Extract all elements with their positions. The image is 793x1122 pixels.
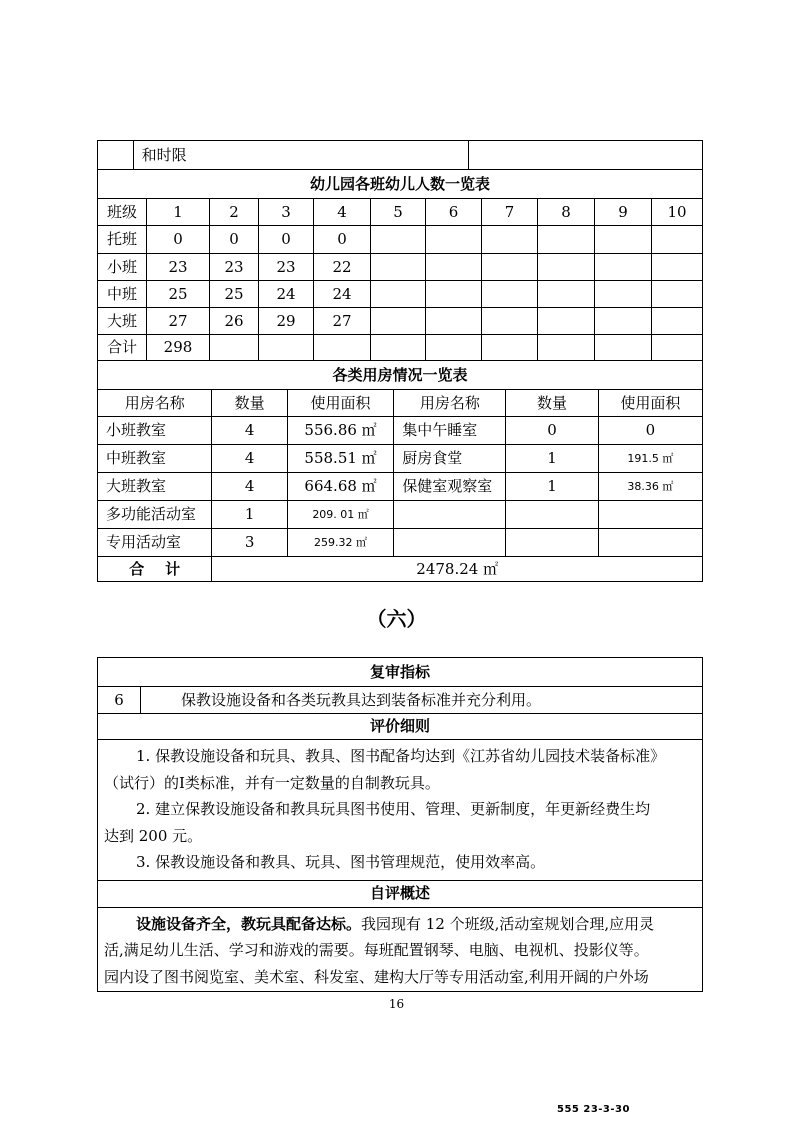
blank-cell bbox=[595, 335, 652, 361]
table-cell bbox=[538, 308, 595, 335]
indicator-text: 保教设施设备和各类玩教具达到装备标准并充分利用。 bbox=[141, 687, 703, 714]
self-eval-lead: 设施设备齐全，教玩具配备达标。 bbox=[136, 914, 362, 933]
room-name: 小班教室 bbox=[98, 417, 212, 445]
column-header: 7 bbox=[482, 199, 538, 226]
top-fragment-table bbox=[97, 140, 703, 170]
table-cell: 0 bbox=[147, 226, 210, 254]
total-value: 298 bbox=[147, 335, 210, 361]
row-label: 大班 bbox=[98, 308, 147, 335]
class-table-title: 幼儿园各班幼儿人数一览表 bbox=[98, 170, 703, 199]
table-cell bbox=[426, 226, 482, 254]
table-cell bbox=[538, 254, 595, 281]
table-cell: 25 bbox=[147, 281, 210, 308]
blank-cell bbox=[98, 141, 134, 170]
blank-cell bbox=[506, 529, 598, 557]
room-table-header-row bbox=[98, 390, 703, 417]
page-number: 16 bbox=[388, 997, 405, 1011]
blank-cell bbox=[506, 501, 598, 529]
room-count: 1 bbox=[212, 501, 287, 529]
blank-cell bbox=[426, 335, 482, 361]
table-cell: 27 bbox=[314, 308, 371, 335]
table-cell: 25 bbox=[210, 281, 259, 308]
table-row bbox=[98, 281, 703, 308]
blank-cell bbox=[371, 335, 426, 361]
column-header: 1 bbox=[147, 199, 210, 226]
column-header: 3 bbox=[259, 199, 314, 226]
room-count: 4 bbox=[212, 417, 287, 445]
table-cell bbox=[426, 308, 482, 335]
column-header: 6 bbox=[426, 199, 482, 226]
room-usage-table bbox=[97, 360, 703, 582]
room-name: 厨房食堂 bbox=[394, 445, 506, 473]
table-cell bbox=[426, 254, 482, 281]
room-name: 专用活动室 bbox=[98, 529, 212, 557]
table-cell bbox=[595, 281, 652, 308]
table-row bbox=[98, 473, 703, 501]
room-area: 209. 01 ㎡ bbox=[287, 501, 393, 529]
room-count: 0 bbox=[506, 417, 598, 445]
column-header: 9 bbox=[595, 199, 652, 226]
column-header: 使用面积 bbox=[287, 390, 393, 417]
room-area: 191.5 ㎡ bbox=[598, 445, 702, 473]
table-cell bbox=[371, 281, 426, 308]
table-cell bbox=[538, 226, 595, 254]
blank-cell bbox=[314, 335, 371, 361]
table-cell: 22 bbox=[314, 254, 371, 281]
blank-cell bbox=[598, 501, 702, 529]
class-count-table bbox=[97, 169, 703, 361]
column-header: 数量 bbox=[212, 390, 287, 417]
row-label: 小班 bbox=[98, 254, 147, 281]
column-header: 数量 bbox=[506, 390, 598, 417]
table-row bbox=[98, 308, 703, 335]
table-row bbox=[98, 445, 703, 473]
blank-cell bbox=[259, 335, 314, 361]
row-label: 托班 bbox=[98, 226, 147, 254]
criteria-block bbox=[98, 740, 703, 881]
room-name: 保健室观察室 bbox=[394, 473, 506, 501]
room-table-title: 各类用房情况一览表 bbox=[98, 361, 703, 390]
self-eval-line bbox=[98, 911, 702, 938]
criteria-line: 1. 保教设施设备和玩具、教具、图书配备均达到《江苏省幼儿园技术装备标准》 bbox=[136, 747, 666, 765]
room-area: 259.32 ㎡ bbox=[287, 529, 393, 557]
table-cell: 29 bbox=[259, 308, 314, 335]
room-name: 多功能活动室 bbox=[98, 501, 212, 529]
self-eval-block bbox=[98, 907, 703, 992]
blank-cell bbox=[538, 335, 595, 361]
room-count: 1 bbox=[506, 445, 598, 473]
total-label: 合 计 bbox=[98, 557, 212, 582]
blank-cell bbox=[394, 501, 506, 529]
room-count: 1 bbox=[506, 473, 598, 501]
section-heading: （六） bbox=[366, 607, 427, 631]
column-header: 使用面积 bbox=[598, 390, 702, 417]
blank-cell bbox=[652, 335, 703, 361]
column-header: 用房名称 bbox=[98, 390, 212, 417]
table-cell: 23 bbox=[259, 254, 314, 281]
room-area: 556.86 ㎡ bbox=[287, 417, 393, 445]
total-label: 合计 bbox=[98, 335, 147, 361]
table-cell bbox=[482, 226, 538, 254]
table-cell bbox=[371, 254, 426, 281]
table-cell bbox=[595, 308, 652, 335]
row-label: 中班 bbox=[98, 281, 147, 308]
table-row bbox=[98, 417, 703, 445]
table-cell: 0 bbox=[210, 226, 259, 254]
room-area: 558.51 ㎡ bbox=[287, 445, 393, 473]
column-header: 5 bbox=[371, 199, 426, 226]
table-cell: 23 bbox=[147, 254, 210, 281]
blank-cell bbox=[482, 335, 538, 361]
column-header: 用房名称 bbox=[394, 390, 506, 417]
self-eval-line: 活,满足幼儿生活、学习和游戏的需要。每班配置钢琴、电脑、电视机、投影仪等。 bbox=[104, 941, 649, 959]
criteria-heading: 评价细则 bbox=[98, 714, 703, 740]
table-cell: 0 bbox=[259, 226, 314, 254]
blank-cell bbox=[468, 141, 702, 170]
table-cell bbox=[482, 308, 538, 335]
table-cell bbox=[595, 226, 652, 254]
column-header: 8 bbox=[538, 199, 595, 226]
class-header-label: 班级 bbox=[98, 199, 147, 226]
criteria-line: 3. 保教设施设备和教具、玩具、图书管理规范，使用效率高。 bbox=[136, 853, 546, 871]
room-name: 大班教室 bbox=[98, 473, 212, 501]
room-area: 0 bbox=[598, 417, 702, 445]
review-table bbox=[97, 657, 703, 992]
review-heading: 复审指标 bbox=[98, 658, 703, 687]
table-cell: 24 bbox=[314, 281, 371, 308]
total-value: 2478.24 ㎡ bbox=[212, 557, 703, 582]
column-header: 4 bbox=[314, 199, 371, 226]
room-count: 4 bbox=[212, 473, 287, 501]
room-area: 38.36 ㎡ bbox=[598, 473, 702, 501]
self-eval-line: 园内设了图书阅览室、美术室、科发室、建构大厅等专用活动室,利用开阔的户外场 bbox=[104, 967, 649, 986]
room-name: 中班教室 bbox=[98, 445, 212, 473]
table-cell bbox=[652, 281, 703, 308]
criteria-line: 2. 建立保教设施设备和教具玩具图书使用、管理、更新制度，年更新经费生均 bbox=[136, 800, 651, 818]
class-table-header-row bbox=[98, 199, 703, 226]
blank-cell bbox=[598, 529, 702, 557]
column-header: 2 bbox=[210, 199, 259, 226]
table-cell: 26 bbox=[210, 308, 259, 335]
self-eval-text: 我园现有 12 个班级,活动室规划合理,应用灵 bbox=[361, 914, 655, 933]
table-cell bbox=[595, 254, 652, 281]
indicator-number: 6 bbox=[98, 687, 141, 714]
criteria-line: 达到 200 元。 bbox=[104, 826, 203, 845]
table-row bbox=[98, 254, 703, 281]
room-name: 集中午睡室 bbox=[394, 417, 506, 445]
table-cell bbox=[652, 254, 703, 281]
table-cell bbox=[652, 226, 703, 254]
blank-cell bbox=[210, 335, 259, 361]
table-cell bbox=[371, 308, 426, 335]
table-row bbox=[98, 226, 703, 254]
table-cell: 23 bbox=[210, 254, 259, 281]
table-cell: 0 bbox=[314, 226, 371, 254]
table-cell bbox=[426, 281, 482, 308]
table-cell bbox=[482, 254, 538, 281]
room-count: 4 bbox=[212, 445, 287, 473]
table-row bbox=[98, 501, 703, 529]
total-row bbox=[98, 335, 703, 361]
table-cell: 27 bbox=[147, 308, 210, 335]
self-eval-heading: 自评概述 bbox=[98, 880, 703, 907]
room-count: 3 bbox=[212, 529, 287, 557]
table-row bbox=[98, 529, 703, 557]
criteria-line: （试行）的Ⅰ类标准，并有一定数量的自制教玩具。 bbox=[104, 773, 440, 792]
table-cell: 24 bbox=[259, 281, 314, 308]
top-fragment-text: 和时限 bbox=[133, 141, 468, 170]
table-cell bbox=[538, 281, 595, 308]
room-area: 664.68 ㎡ bbox=[287, 473, 393, 501]
blank-cell bbox=[394, 529, 506, 557]
footer-stamp: 555 23-3-30 bbox=[557, 1104, 630, 1115]
table-cell bbox=[371, 226, 426, 254]
table-cell bbox=[652, 308, 703, 335]
column-header: 10 bbox=[652, 199, 703, 226]
table-cell bbox=[482, 281, 538, 308]
total-row bbox=[98, 557, 703, 582]
